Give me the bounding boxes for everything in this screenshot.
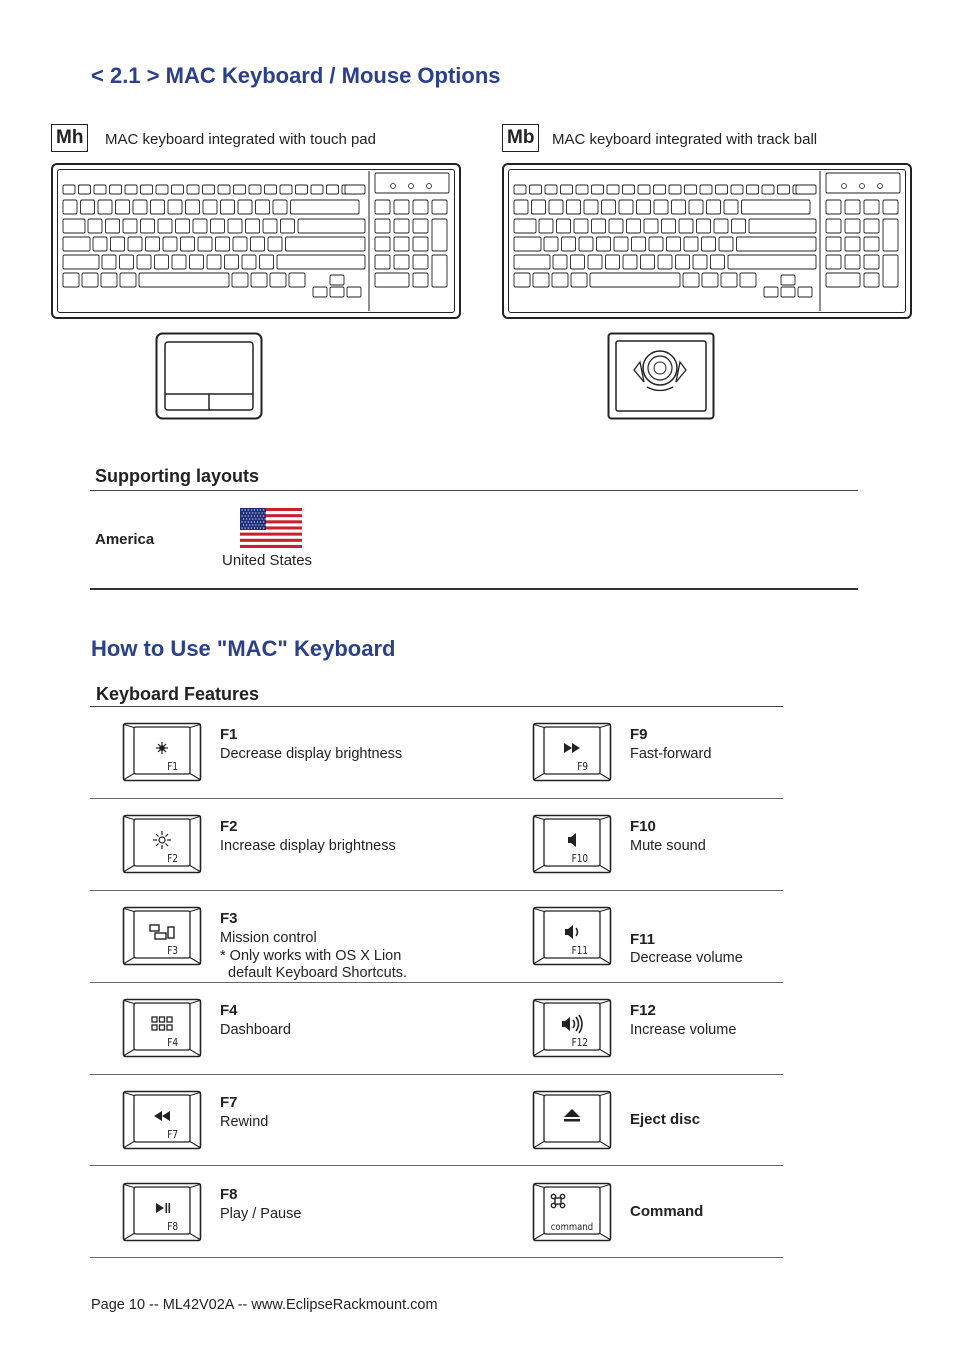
brightness-up-icon (122, 814, 202, 874)
feature-name: F10 (630, 818, 656, 835)
feature-name: F11 (630, 931, 656, 948)
key-f7-illustration (122, 1090, 202, 1150)
feature-name: Command (630, 1203, 704, 1220)
option-label-touchpad: MAC keyboard integrated with touch pad (105, 131, 376, 148)
svg-text:F1: F1 (167, 761, 179, 774)
feature-name: Eject disc (630, 1111, 701, 1128)
keyboard-illustration-touchpad (51, 163, 461, 319)
feature-description: Increase volume (630, 1022, 737, 1038)
touchpad-icon (155, 332, 263, 420)
feature-name: F3 (220, 910, 238, 927)
key-eject-illustration (532, 1090, 612, 1150)
feature-description: Rewind (220, 1114, 269, 1130)
rewind-icon (122, 1090, 202, 1150)
svg-text:command: command (550, 1221, 594, 1234)
feature-description: Decrease display brightness (220, 746, 403, 762)
feature-description: Decrease volume (630, 950, 743, 966)
feature-name: F9 (630, 726, 648, 743)
feature-description: Fast-forward (630, 746, 712, 762)
key-f11-illustration (532, 906, 612, 966)
dashboard-icon (122, 998, 202, 1058)
key-command-illustration (532, 1182, 612, 1242)
key-f12-illustration (532, 998, 612, 1058)
volume-up-icon (532, 998, 612, 1058)
key-f10-illustration (532, 814, 612, 874)
play-pause-icon (122, 1182, 202, 1242)
feature-name: F8 (220, 1186, 238, 1203)
feature-description: * Only works with OS X Lion (220, 947, 402, 964)
key-f8-illustration (122, 1182, 202, 1242)
key-f1-illustration (122, 722, 202, 782)
svg-text:F8: F8 (167, 1221, 179, 1234)
svg-text:F9: F9 (577, 761, 589, 774)
feature-name: F1 (220, 726, 238, 743)
country-label: United States (222, 552, 313, 569)
feature-name: F7 (220, 1094, 238, 1111)
divider (90, 1165, 783, 1166)
divider (90, 798, 783, 799)
keyboard-features-heading: Keyboard Features (96, 684, 260, 704)
feature-description: Mute sound (630, 838, 706, 854)
divider (90, 588, 858, 590)
feature-description: Increase display brightness (220, 838, 396, 854)
key-f2-illustration (122, 814, 202, 874)
key-f4-illustration (122, 998, 202, 1058)
feature-name: F12 (630, 1002, 656, 1019)
feature-description: Mission control (220, 930, 317, 946)
keyboard-keys (508, 169, 906, 313)
howto-title: How to Use "MAC" Keyboard (91, 636, 396, 661)
volume-down-icon (532, 906, 612, 966)
feature-description: Dashboard (220, 1022, 291, 1038)
divider (90, 490, 858, 491)
supporting-layouts-heading: Supporting layouts (95, 466, 259, 486)
section-title: < 2.1 > MAC Keyboard / Mouse Options (91, 63, 501, 88)
footer-text: Page 10 -- ML42V02A -- www.EclipseRackmount.com (91, 1297, 438, 1313)
brightness-down-icon (122, 722, 202, 782)
divider (90, 890, 783, 891)
option-badge-mb: Mb (502, 124, 539, 152)
region-label: America (95, 531, 155, 548)
keyboard-keys (57, 169, 455, 313)
key-f3-illustration (122, 906, 202, 966)
svg-text:F12: F12 (571, 1037, 589, 1050)
divider (90, 1074, 783, 1075)
svg-text:F10: F10 (571, 853, 589, 866)
mission-control-icon (122, 906, 202, 966)
keyboard-illustration-trackball (502, 163, 912, 319)
eject-icon (532, 1090, 612, 1150)
svg-text:F4: F4 (167, 1037, 179, 1050)
feature-name: F4 (220, 1002, 238, 1019)
feature-description: default Keyboard Shortcuts. (220, 965, 407, 981)
key-f9-illustration (532, 722, 612, 782)
svg-text:F11: F11 (571, 945, 589, 958)
divider (90, 706, 783, 707)
svg-text:F2: F2 (167, 853, 179, 866)
mute-icon (532, 814, 612, 874)
command-icon (532, 1182, 612, 1242)
feature-name: F2 (220, 818, 238, 835)
us-flag-icon (240, 508, 302, 548)
divider (90, 982, 783, 983)
svg-text:F7: F7 (167, 1129, 179, 1142)
trackball-icon (607, 332, 715, 420)
divider (90, 1257, 783, 1258)
option-label-trackball: MAC keyboard integrated with track ball (552, 131, 818, 148)
svg-text:F3: F3 (167, 945, 179, 958)
option-badge-mh: Mh (51, 124, 88, 152)
fast-forward-icon (532, 722, 612, 782)
feature-description: Play / Pause (220, 1206, 302, 1222)
